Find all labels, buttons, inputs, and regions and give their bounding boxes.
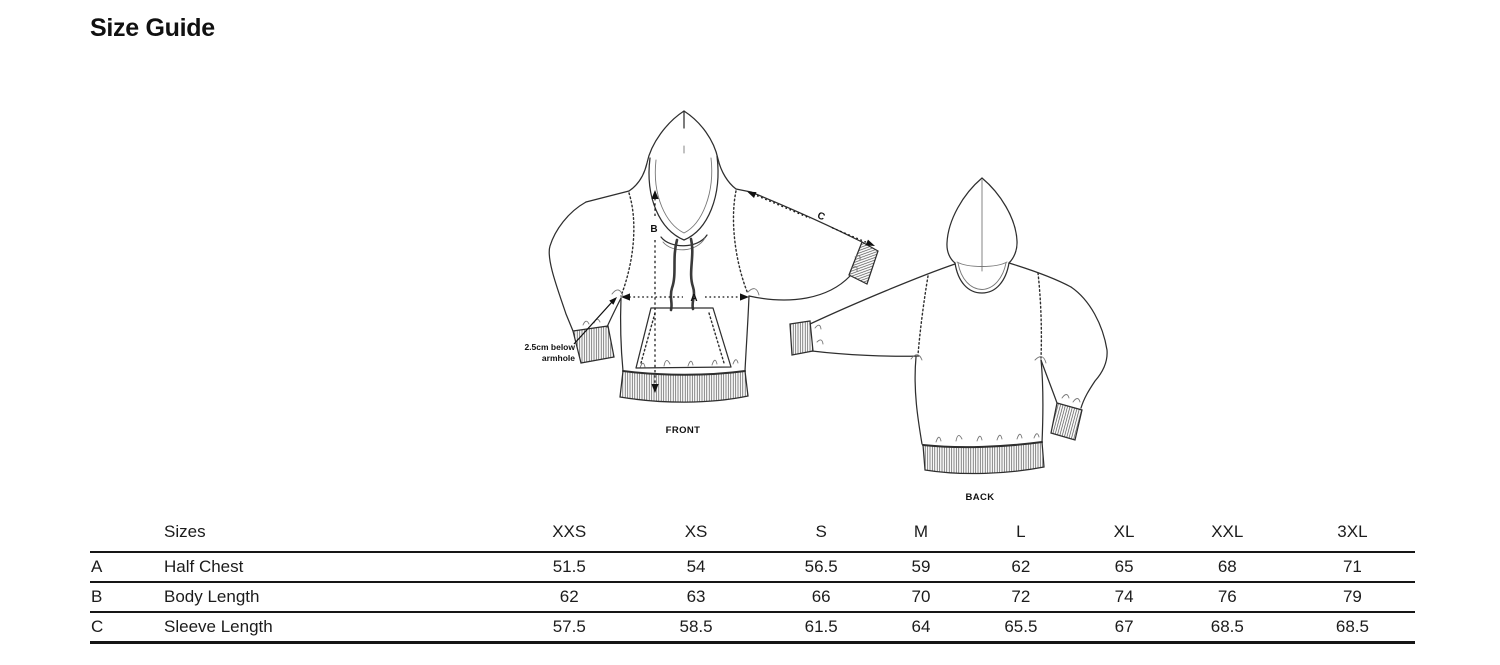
measurement-a: [621, 293, 749, 304]
row-measurement: Body Length: [164, 587, 260, 606]
cell-value: 66: [811, 587, 831, 606]
cell-value: 79: [1342, 587, 1362, 606]
back-right-sleeve: [1009, 263, 1107, 440]
back-right-cuff: [1051, 403, 1082, 440]
front-left-armhole-seam: [621, 193, 634, 296]
size-header-xs: XS: [633, 512, 758, 552]
front-right-shoulder: [736, 189, 751, 192]
back-hood: [947, 178, 1017, 293]
cell-value: 61.5: [804, 616, 838, 636]
armhole-note-line-2: armhole: [541, 353, 575, 363]
cell-value: 68.5: [1335, 616, 1369, 636]
cell-value: 68.5: [1210, 616, 1244, 636]
hoodie-back-view: [790, 178, 1107, 474]
back-view-label: BACK: [965, 492, 995, 503]
cell-value: 71: [1342, 557, 1362, 576]
arrowhead-c-start: [747, 192, 757, 199]
size-header-xxs: XXS: [505, 512, 633, 552]
cell-value: 74: [1114, 587, 1134, 606]
cell-value: 62: [559, 587, 579, 606]
table-corner-cell: [90, 512, 144, 552]
back-left-cuff: [790, 321, 813, 355]
cell-value: 62: [1011, 557, 1031, 576]
cell-value: 54: [686, 557, 706, 576]
back-right-armhole-seam: [1038, 273, 1041, 358]
cell-value: 67: [1114, 616, 1134, 636]
cell-value: 51.5: [552, 557, 586, 576]
row-measurement: Sleeve Length: [164, 616, 273, 636]
front-right-cuff: [849, 242, 878, 284]
cell-value: 72: [1011, 587, 1031, 606]
row-measurement: Half Chest: [164, 557, 244, 576]
cell-value: 68: [1217, 557, 1237, 576]
cell-value: 58.5: [679, 616, 713, 636]
measurement-b: [650, 190, 658, 393]
front-right-armhole-seam: [733, 191, 748, 294]
row-letter: C: [91, 616, 104, 636]
table-row-body-length: [90, 582, 1415, 612]
front-view-label: FRONT: [665, 425, 701, 436]
size-table-header-row: [90, 512, 1415, 552]
page-title: Size Guide: [90, 14, 215, 42]
size-header-s: S: [759, 512, 884, 552]
cell-value: 57.5: [552, 616, 586, 636]
cell-value: 64: [911, 616, 931, 636]
table-row-half-chest: [90, 552, 1415, 582]
front-hood: [629, 111, 736, 250]
front-right-armpit-stitch: [748, 289, 759, 295]
cell-value: 65: [1114, 557, 1134, 576]
cell-value: 65.5: [1004, 616, 1038, 636]
cell-value: 76: [1217, 587, 1237, 606]
marker-a-label: A: [690, 293, 698, 304]
front-left-armpit-stitch: [612, 290, 623, 296]
cell-value: 56.5: [804, 557, 838, 576]
size-table-section: [90, 512, 1415, 644]
back-left-sleeve: [790, 264, 955, 356]
size-header-3xl: 3XL: [1290, 512, 1415, 552]
measurement-annotations: [524, 190, 875, 393]
size-header-l: L: [958, 512, 1083, 552]
row-letter: A: [91, 557, 103, 576]
table-row-sleeve-length: [90, 612, 1415, 642]
arrowhead-a-right: [740, 293, 749, 300]
marker-b-label: B: [650, 224, 658, 235]
sizes-header: Sizes: [144, 512, 505, 552]
back-left-armhole-seam: [918, 276, 928, 355]
arrowhead-c-end: [865, 240, 875, 246]
size-table: [90, 512, 1415, 644]
hoodie-front-view: [549, 111, 878, 402]
cell-value: 59: [911, 557, 931, 576]
measurement-c: [747, 192, 875, 247]
front-right-sleeve: [749, 192, 878, 300]
back-hem-stitches: [936, 434, 1039, 442]
size-header-xxl: XXL: [1165, 512, 1290, 552]
front-left-cuff: [573, 326, 614, 363]
size-header-m: M: [884, 512, 959, 552]
front-kangaroo-pocket: [636, 308, 731, 368]
row-letter: B: [91, 587, 103, 606]
back-body: [915, 357, 1044, 474]
cell-value: 63: [686, 587, 706, 606]
size-header-xl: XL: [1083, 512, 1164, 552]
armhole-note-line-1: 2.5cm below: [524, 342, 575, 352]
front-body: [620, 296, 749, 402]
marker-c-label: C: [815, 210, 827, 224]
front-left-sleeve: [549, 202, 621, 363]
front-left-shoulder: [586, 191, 629, 202]
cell-value: 70: [911, 587, 931, 606]
